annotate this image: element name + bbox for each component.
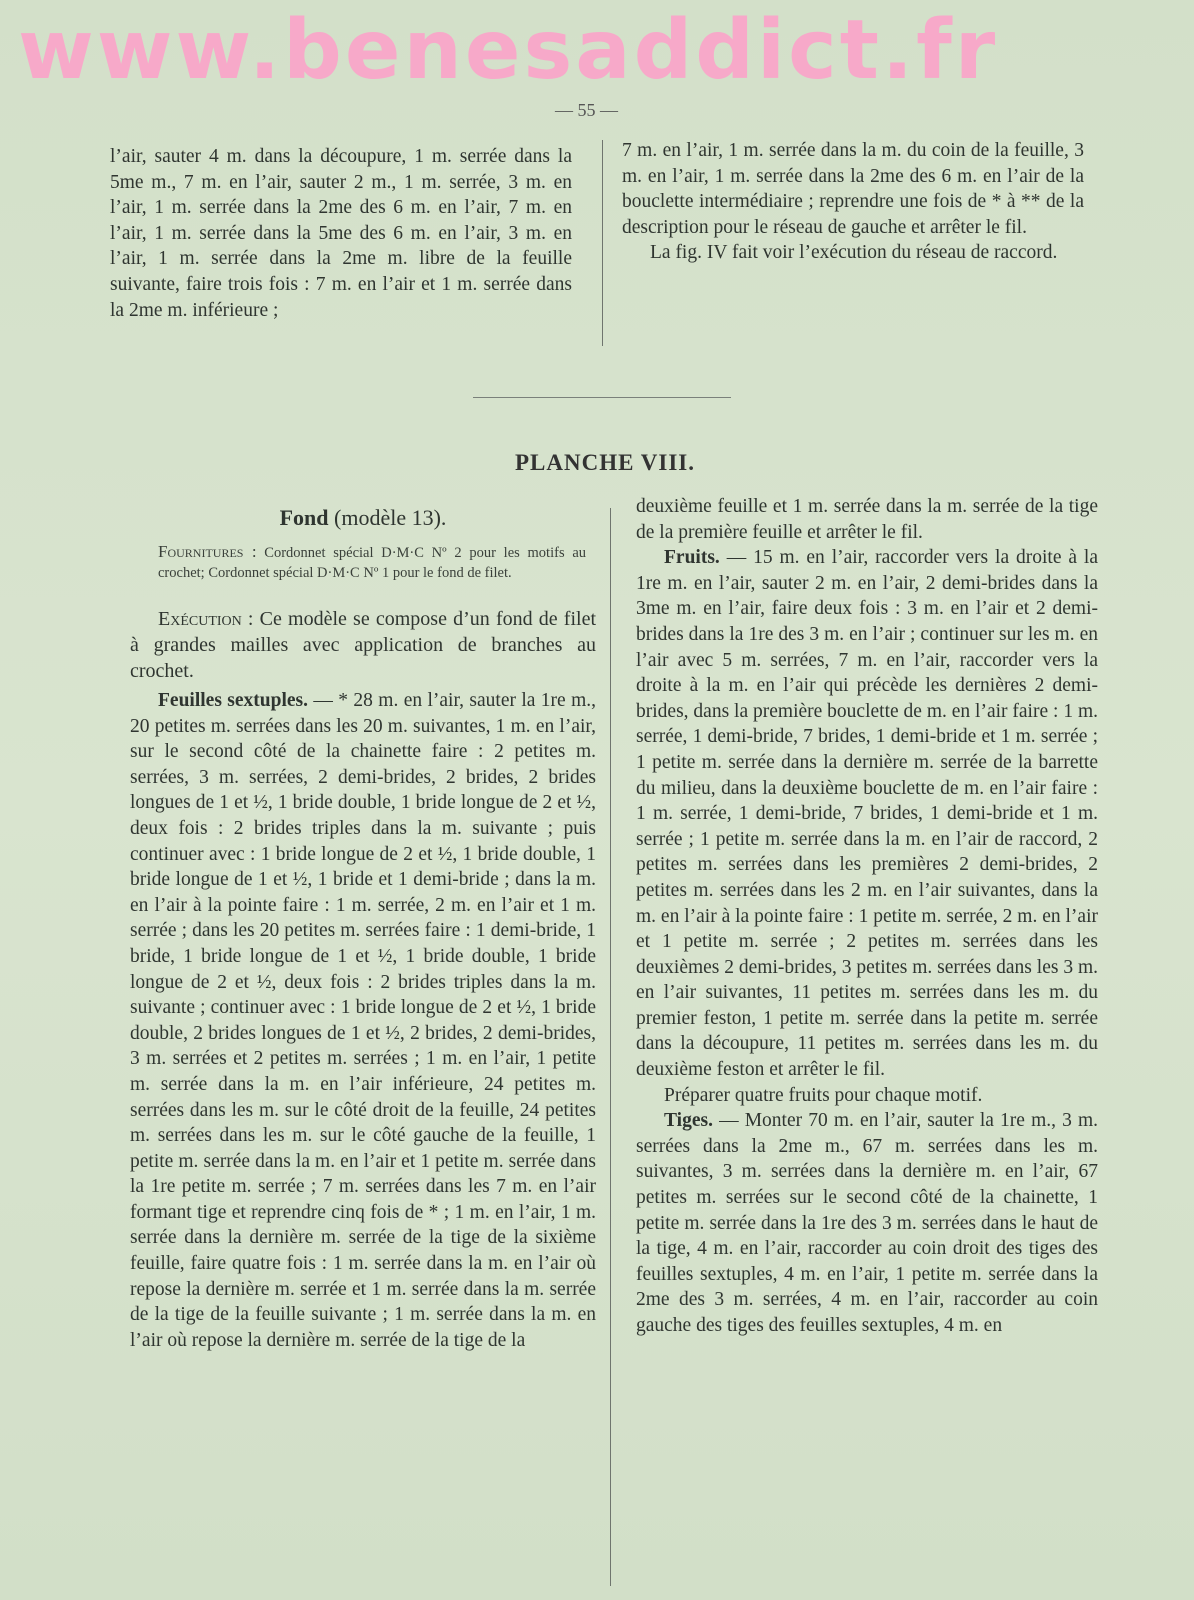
supplies-label: Fournitures :	[158, 542, 257, 561]
stems-title: Tiges.	[664, 1110, 713, 1132]
stems-paragraph	[636, 1108, 1098, 1338]
leaves-paragraph	[130, 688, 596, 1353]
column-divider-bottom	[610, 508, 611, 1586]
top-right-paragraph: 7 m. en l’air, 1 m. serrée dans la m. du coin de la feuille, 3 m. en l’air, 1 m. serrée dans la 2me des 6 m. en l’air de la bouclette intermédiaire ; reprendre une fois de * à ** de la description pour le réseau de gauche et arrêter le fil.	[622, 140, 1084, 238]
top-right-paragraph-2: La fig. IV fait voir l’exécution du réseau de raccord.	[650, 242, 1058, 264]
continuation-paragraph: deuxième feuille et 1 m. serrée dans la m. serrée de la tige de la première feuille et arrêter le fil.	[636, 496, 1098, 543]
section-title: PLANCHE VIII.	[515, 450, 695, 475]
page-number: — 55 —	[555, 100, 618, 120]
execution-block	[130, 606, 596, 684]
top-left-column	[110, 144, 572, 323]
supplies-text: Cordonnet spécial D·M·C Nº 2 pour les motifs au crochet; Cordonnet spécial D·M·C Nº 1 pour le fond de filet.	[158, 545, 587, 581]
model-heading	[130, 505, 596, 531]
execution-text: Ce modèle se compose d’un fond de filet à grandes mailles avec application de branches au crochet.	[130, 608, 597, 682]
fruits-text: — 15 m. en l’air, raccorder vers la droite à la 1re m. en l’air, sauter 2 m. en l’air, 2 demi-brides dans la 3me m. en l’air, faire deux fois : 3 m. en l’air et 2 demi-brides dans la 1re des 3 m. en l’air ; continuer sur les m. en l’air avec 5 m. serrées, 7 m. en l’air, raccorder vers la droite à la m. en l’air qui précède les dernières 2 demi-brides, dans la première bouclette de m. en l’air faire : 1 m. serrée, 1 demi-bride, 7 brides, 1 demi-bride et 1 m. serrée ; 1 petite m. serrée dans la dernière m. serrée de la barrette du milieu, dans la deuxième bouclette de m. en l’air faire : 1 m. serrée, 1 demi-bride, 7 brides, 1 demi-bride et 1 m. serrée ; 1 petite m. serrée dans la m. en l’air de raccord, 2 petites m. serrées dans les premières 2 demi-brides, 2 petites m. serrées dans les 2 m. en l’air suivantes, dans la m. en l’air à la pointe faire : 1 petite m. serrée, 2 m. en l’air et 1 petite m. serrée ; 2 petites m. serrées dans les deuxièmes 2 demi-brides, 3 petites m. serrées dans les 3 m. en l’air suivantes, 11 petites m. serrées dans les m. du premier feston, 1 petite m. serrée dans la petite m. serrée dans la découpure, 11 petites m. serrées dans les m. du deuxième feston et arrêter le fil.	[636, 547, 1098, 1081]
bottom-left-column	[130, 688, 596, 1353]
leaves-text: — * 28 m. en l’air, sauter la 1re m., 20 petites m. serrées dans les 20 m. suivantes, 1 m. en l’air, sur le second côté de la chainette faire : 2 petites m. serrées, 3 m. serrées, 2 demi-brides, 2 brides, 2 brides longues de 1 et ½, 1 bride double, 1 bride longue de 2 et ½, deux fois : 2 brides triples dans la m. suivante ; puis continuer avec : 1 bride longue de 2 et ½, 1 bride double, 1 bride longue de 1 et ½, 1 bride et 1 demi-bride ; dans la m. en l’air à la pointe faire : 1 m. serrée, 2 m. en l’air et 1 m. serrée ; dans les 20 petites m. serrées faire : 1 demi-bride, 1 bride, 1 bride longue de 1 et ½, 1 bride double, 1 bride longue de 2 et ½, deux fois : 2 brides triples dans la m. suivante ; continuer avec : 1 bride longue de 2 et ½, 1 bride double, 2 brides longues de 1 et ½, 2 brides, 2 demi-brides, 3 m. serrées et 2 petites m. serrées ; 1 m. en l’air, 1 petite m. serrée dans la m. en l’air inférieure, 24 petites m. serrées dans les m. sur le côté droit de la feuille, 24 petites m. serrées dans les m. sur le côté gauche de la feuille, 1 petite m. serrée dans la m. en l’air et 1 petite m. serrée dans la 1re petite m. serrée ; 7 m. serrées dans les 7 m. en l’air formant tige et reprendre cinq fois de * ; 1 m. en l’air, 1 m. serrée dans la dernière m. serrée de la tige de la sixième feuille, faire quatre fois : 1 m. serrée dans la m. en l’air où repose la dernière m. serrée et 1 m. serrée dans la m. serrée de la tige de la feuille suivante ; 1 m. serrée dans la m. en l’air où repose la dernière m. serrée de la tige de la	[130, 690, 596, 1351]
model-heading-suffix: (modèle 13).	[334, 505, 447, 530]
execution-label: Exécution :	[158, 608, 254, 630]
leaves-title: Feuilles sextuples.	[158, 690, 308, 711]
top-left-paragraph: l’air, sauter 4 m. dans la découpure, 1 m. serrée dans la 5me m., 7 m. en l’air, sauter 2 m., 1 m. serrée, 3 m. en l’air, 1 m. serrée dans la 2me des 6 m. en l’air, 7 m. en l’air, 1 m. serrée dans la 5me des 6 m. en l’air, 3 m. en l’air, 1 m. serrée dans la 2me m. libre de la feuille suivante, faire trois fois : 7 m. en l’air et 1 m. serrée dans la 2me m. inférieure ;	[110, 146, 572, 321]
model-heading-name: Fond	[279, 505, 329, 530]
fruits-note: Préparer quatre fruits pour chaque motif.	[664, 1084, 983, 1106]
supplies-block	[158, 542, 586, 583]
bottom-right-column	[636, 494, 1098, 1339]
watermark-text: www.benesaddict.fr	[18, 3, 999, 98]
column-divider-top	[602, 140, 603, 346]
fruits-title: Fruits.	[664, 547, 720, 569]
section-divider	[473, 397, 731, 398]
top-right-column	[622, 138, 1084, 266]
fruits-paragraph	[636, 545, 1098, 1082]
stems-text: — Monter 70 m. en l’air, sauter la 1re m., 3 m. serrées dans la 2me m., 67 m. serrées dans les m. suivantes, 3 m. serrées dans la dernière m. en l’air, 67 petites m. serrées sur le second côté de la chainette, 1 petite m. serrée dans la 1re des 3 m. serrées dans le haut de la tige, 4 m. en l’air, raccorder au coin droit des tiges des feuilles sextuples, 4 m. en l’air, 1 petite m. serrée dans la 2me des 3 m. serrées, 4 m. en l’air, raccorder au coin gauche des tiges des feuilles sextuples, 4 m. en	[636, 1110, 1099, 1336]
